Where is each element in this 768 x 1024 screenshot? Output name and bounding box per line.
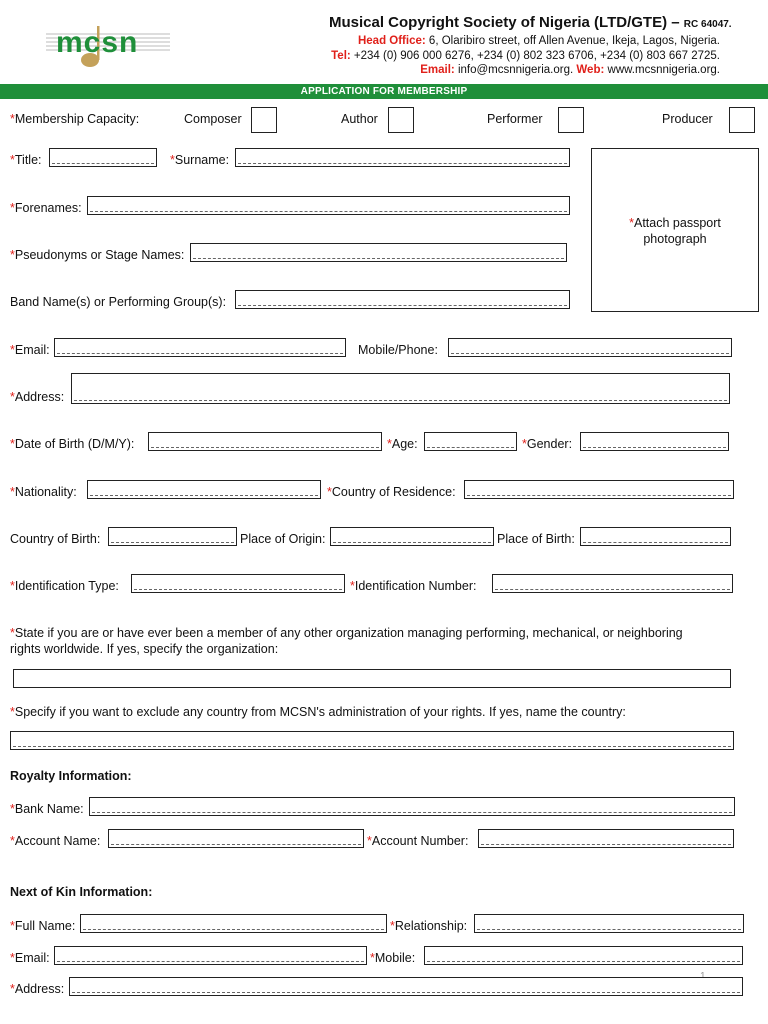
email-web: Email: info@mcsnnigeria.org. Web: www.mcsnnigeria.org. [420, 64, 720, 76]
mobile-phone-label: Mobile/Phone: [358, 343, 438, 357]
title-label: *Title: [10, 153, 42, 167]
place-of-origin-field[interactable] [330, 527, 494, 546]
bank-name-label: *Bank Name: [10, 802, 84, 816]
kin-relationship-label: *Relationship: [390, 919, 468, 933]
id-type-label: *Identification Type: [10, 579, 119, 593]
age-field[interactable] [424, 432, 517, 451]
kin-address-field[interactable] [69, 977, 743, 996]
residence-field[interactable] [464, 480, 734, 499]
country-of-birth-label: Country of Birth: [10, 532, 101, 546]
email-field[interactable] [54, 338, 346, 357]
age-label: *Age: [387, 437, 418, 451]
dob-label: *Date of Birth (D/M/Y): [10, 437, 135, 451]
place-of-birth-field[interactable] [580, 527, 731, 546]
royalty-heading: Royalty Information: [10, 769, 132, 783]
logo-text: mcsn [56, 26, 139, 59]
exclude-country-question: *Specify if you want to exclude any country from MCSN's administration of your rights. If yes, name the country: [10, 705, 626, 719]
kin-email-label: *Email: [10, 951, 50, 965]
kin-relationship-field[interactable] [474, 914, 744, 933]
surname-label: *Surname: [170, 153, 230, 167]
account-number-label: *Account Number: [367, 834, 469, 848]
place-of-birth-label: Place of Birth: [497, 532, 575, 546]
mobile-phone-field[interactable] [448, 338, 732, 357]
capacity-author-label: Author [341, 112, 378, 126]
address-field[interactable] [71, 373, 730, 404]
gender-field[interactable] [580, 432, 729, 451]
title-field[interactable] [49, 148, 157, 167]
gender-label: *Gender: [522, 437, 573, 451]
capacity-producer-label: Producer [662, 112, 713, 126]
dob-field[interactable] [148, 432, 382, 451]
capacity-composer-label: Composer [184, 112, 242, 126]
head-office: Head Office: 6, Olaribiro street, off Allen Avenue, Ikeja, Lagos, Nigeria. [357, 35, 720, 47]
nationality-label: *Nationality: [10, 485, 77, 499]
kin-full-name-label: *Full Name: [10, 919, 76, 933]
address-label: *Address: [10, 390, 65, 404]
forenames-label: *Forenames: [10, 201, 82, 215]
id-number-field[interactable] [492, 574, 733, 593]
kin-mobile-field[interactable] [424, 946, 743, 965]
performer-checkbox[interactable] [558, 107, 584, 133]
capacity-label: *Membership Capacity: [10, 112, 140, 126]
id-number-label: *Identification Number: [350, 579, 477, 593]
kin-email-field[interactable] [54, 946, 367, 965]
forenames-field[interactable] [87, 196, 570, 215]
org-question-line2: rights worldwide. If yes, specify the organization: [10, 642, 279, 656]
kin-heading: Next of Kin Information: [10, 885, 153, 899]
telephone: Tel: +234 (0) 906 000 6276, +234 (0) 802 323 6706, +234 (0) 803 667 2725. [331, 50, 720, 62]
pseudonyms-field[interactable] [190, 243, 567, 262]
surname-field[interactable] [235, 148, 570, 167]
other-organization-field[interactable] [13, 669, 731, 688]
org-title: Musical Copyright Society of Nigeria (LTD/GTE) – RC 64047. [329, 14, 732, 31]
kin-address-label: *Address: [10, 982, 65, 996]
country-of-birth-field[interactable] [108, 527, 237, 546]
band-field[interactable] [235, 290, 570, 309]
email-label: *Email: [10, 343, 50, 357]
form-title-bar: APPLICATION FOR MEMBERSHIP [0, 84, 768, 99]
bank-name-field[interactable] [89, 797, 735, 816]
passport-photo-box[interactable]: *Attach passport photograph [591, 148, 759, 312]
place-of-origin-label: Place of Origin: [240, 532, 326, 546]
nationality-field[interactable] [87, 480, 321, 499]
org-question-line1: *State if you are or have ever been a member of any other organization managing performing, mechanical, or neighboring [10, 626, 683, 640]
account-name-label: *Account Name: [10, 834, 101, 848]
residence-label: *Country of Residence: [327, 485, 456, 499]
producer-checkbox[interactable] [729, 107, 755, 133]
logo [42, 22, 174, 74]
id-type-field[interactable] [131, 574, 345, 593]
kin-mobile-label: *Mobile: [370, 951, 416, 965]
kin-full-name-field[interactable] [80, 914, 387, 933]
pseudonyms-label: *Pseudonyms or Stage Names: [10, 248, 185, 262]
account-number-field[interactable] [478, 829, 734, 848]
exclude-country-field[interactable] [10, 731, 734, 750]
author-checkbox[interactable] [388, 107, 414, 133]
composer-checkbox[interactable] [251, 107, 277, 133]
band-label: Band Name(s) or Performing Group(s): [10, 295, 227, 309]
capacity-performer-label: Performer [487, 112, 543, 126]
account-name-field[interactable] [108, 829, 364, 848]
